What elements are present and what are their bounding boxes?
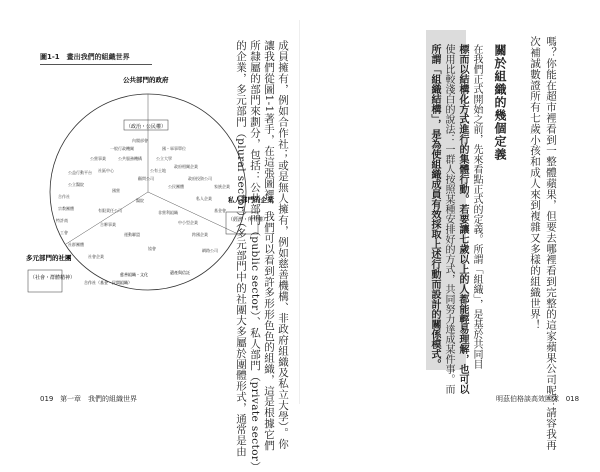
organization-item: 合作社 [58, 194, 70, 199]
organization-item: 公立大學 [156, 156, 172, 161]
organization-item: 社群團體 [68, 242, 84, 247]
organization-item: 公立醫院 [68, 182, 84, 187]
organization-item: 跨國企業 [192, 232, 208, 237]
figure-title: 圖1-1 畫出我們的組織世界 [40, 53, 130, 61]
organization-item: 一般行政機關 [110, 146, 134, 151]
organization-item: 政府投資公司 [188, 176, 212, 181]
sidebar-column: 在我們正式開始之前，先來看點正式的定義。所謂「組織」，是基於共同目 [471, 44, 482, 369]
organization-item: 運動聯盟 [124, 232, 140, 237]
right-page-footer [496, 394, 579, 404]
organization-item: 公共服務機構 [118, 156, 142, 161]
body-column: 嗎？你能在超市裡看到一整體蘋果，但要去哪裡看到完整的這家蘋果公司呢？請容我再 [545, 36, 557, 451]
organization-item: 社區中心 [98, 168, 114, 173]
organization-item: 協會 [148, 246, 156, 251]
organization-item: 家族企業 [214, 184, 230, 189]
footer-item: 遺產與信託 [170, 270, 190, 275]
organization-item: 公有土地 [150, 168, 166, 173]
private-sector-sublabel: （經濟・所有權） [228, 217, 269, 223]
organization-item: 公營事業 [90, 156, 106, 161]
sidebar-column: 使用比較淺白的說法：一群人按照某種安排好的方式，共同努力達成某件事。而 [443, 44, 454, 394]
body-column: 讓我們從圖1-1著手，在這張圖裡，我們可以看到許多形形色色的組織，這是根據它們 [263, 40, 275, 451]
running-header: 明茲伯格談高效團隊 [496, 395, 559, 403]
organization-item: 特許商 [56, 218, 68, 223]
organization-item: 非營利組織 [158, 210, 178, 215]
organization-item: 網路公司 [202, 248, 218, 253]
public-sector-label: 公共部門的政府 [123, 76, 169, 84]
organization-item: 醫院 [136, 198, 144, 203]
organization-item: 合夥事業 [100, 222, 116, 227]
organization-item: 顧問公司 [138, 176, 154, 181]
sidebar-title: 關於組織的幾個定義 [493, 44, 507, 161]
organization-item: 有限責任公司 [98, 208, 122, 213]
organization-item: 宗教團體 [58, 206, 74, 211]
figure-title-rule [40, 64, 152, 65]
plural-sector-label: 多元部門的社團 [26, 254, 72, 262]
page-number: 019 [40, 395, 54, 403]
organization-item: 內閣部會 [132, 138, 148, 143]
organization-item: 國・軍事單位 [162, 146, 186, 151]
organization-item: 公民團體 [168, 184, 184, 189]
private-sector-label: 私人部門的企業 [228, 196, 274, 204]
organization-item: 政府相關企業 [174, 164, 198, 169]
sidebar-column: 標而以結構化方式進行的集體行動。若要讓七歲以上的人都能輕易理解，也可以 [457, 44, 468, 394]
organization-item: 國營 [112, 188, 120, 193]
organization-items [56, 137, 230, 259]
organization-item: 中小型企業 [178, 220, 198, 225]
organization-item: 私人企業 [196, 196, 212, 201]
organization-item: 工會 [60, 230, 68, 235]
public-sector-sublabel: （政治・公民權） [126, 124, 167, 130]
body-column: 的企業，多元部門（plural sector）（多元部門中的社團大多屬於團體形式，通常是由 [235, 40, 247, 457]
body-column: 成員擁有，例如合作社；或是無人擁有，例如慈善機構、非政府組織及私立大學）。你 [277, 40, 289, 449]
left-page-footer [40, 394, 137, 404]
footer-item: 合作社（基金・民間組織） [84, 280, 132, 285]
footer-item: 慈善組織・文化 [120, 272, 148, 277]
running-header: 第一章 我們的組織世界 [60, 395, 138, 403]
body-column: 次補誠數證所有七歲小孩和成人來到複雜又多樣的組織世界！ [529, 36, 541, 331]
plural-sector-sublabel: （社會・群體精神） [30, 275, 76, 281]
page-number: 018 [565, 395, 580, 403]
body-column: 所隸屬的部門來劃分，包括：公共部門（public sector）、私人部門（private sector） [249, 40, 261, 472]
organization-item: 社會企業 [88, 254, 104, 259]
organization-item: 基金會 [214, 208, 226, 213]
sidebar-column: 所謂「組織結構」，是為使組織成員有效採取上述行動而設計的關係模式。 [429, 44, 440, 369]
organization-item: 公益行動平台 [68, 170, 92, 175]
